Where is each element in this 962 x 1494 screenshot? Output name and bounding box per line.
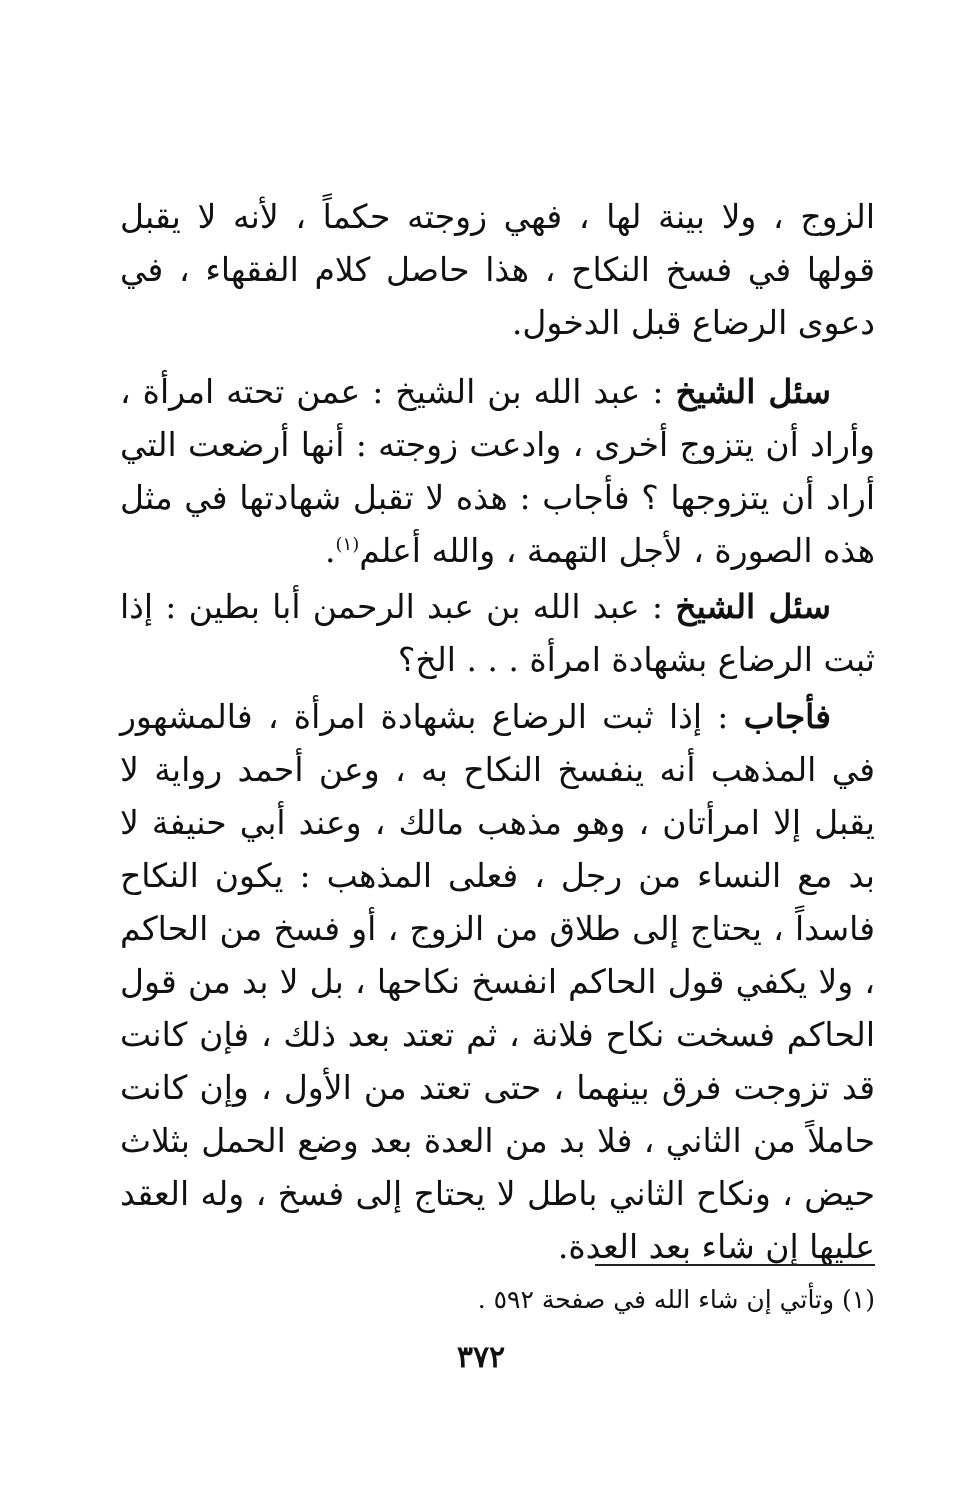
paragraph-text: : عبد الله بن عبد الرحمن أبا بطين : إذا ثبت الرضاع بشهادة امرأة . . . الخ؟ (120, 587, 875, 679)
paragraph-body (120, 690, 875, 1273)
paragraph-end: . (325, 531, 336, 570)
paragraph-body (120, 580, 875, 686)
page-number: ٣٧٢ (456, 1340, 506, 1375)
paragraph-body (120, 365, 875, 577)
paragraph-question-1 (120, 365, 875, 577)
paragraph-text: الزوج ، ولا بينة لها ، فهي زوجته حكماً ، لأنه لا يقبل قولها في فسخ النكاح ، هذا حاصل كلام الفقهاء ، في دعوى الرضاع قبل الدخول. (120, 197, 875, 342)
paragraph-answer (120, 690, 875, 1273)
footnote-divider (595, 1264, 875, 1266)
paragraph-question-2 (120, 580, 875, 686)
paragraph-lead: سئل الشيخ (675, 587, 831, 626)
paragraph-lead: سئل الشيخ (675, 372, 832, 411)
paragraph-text: : إذا ثبت الرضاع بشهادة امرأة ، فالمشهور في المذهب أنه ينفسخ النكاح به ، وعن أحمد رواية لا يقبل إلا امرأتان ، وهو مذهب مالك ، وعند أبي حنيفة لا بد مع النساء من رجل ، فعلى المذهب : يكون النكاح فاسداً ، يحتاج إلى طلاق من الزوج ، أو فسخ من الحاكم ، ولا يكفي قول الحاكم انفسخ نكاحها ، بل لا بد من قول الحاكم فسخت نكاح فلانة ، ثم تعتد بعد ذلك ، فإن كانت قد تزوجت فرق بينهما ، حتى تعتد من الأول ، وإن كانت حاملاً من الثاني ، فلا بد من العدة بعد وضع الحمل بثلاث حيض ، ونكاح الثاني باطل لا يحتاج إلى فسخ ، وله العقد عليها إن شاء بعد العدة. (120, 697, 875, 1266)
footnote: (١) وتأتي إن شاء الله في صفحة ٥٩٢ . (477, 1285, 875, 1314)
footnote-marker: (١) (335, 534, 360, 555)
paragraph-continuation (120, 190, 875, 349)
paragraph-text: : عبد الله بن الشيخ : عمن تحته امرأة ، وأراد أن يتزوج أخرى ، وادعت زوجته : أنها أرضعت التي أراد أن يتزوجها ؟ فأجاب : هذه لا تقبل شهادتها في مثل هذه الصورة ، لأجل التهمة ، والله أعلم (120, 372, 875, 570)
paragraph-lead: فأجاب (743, 697, 831, 736)
